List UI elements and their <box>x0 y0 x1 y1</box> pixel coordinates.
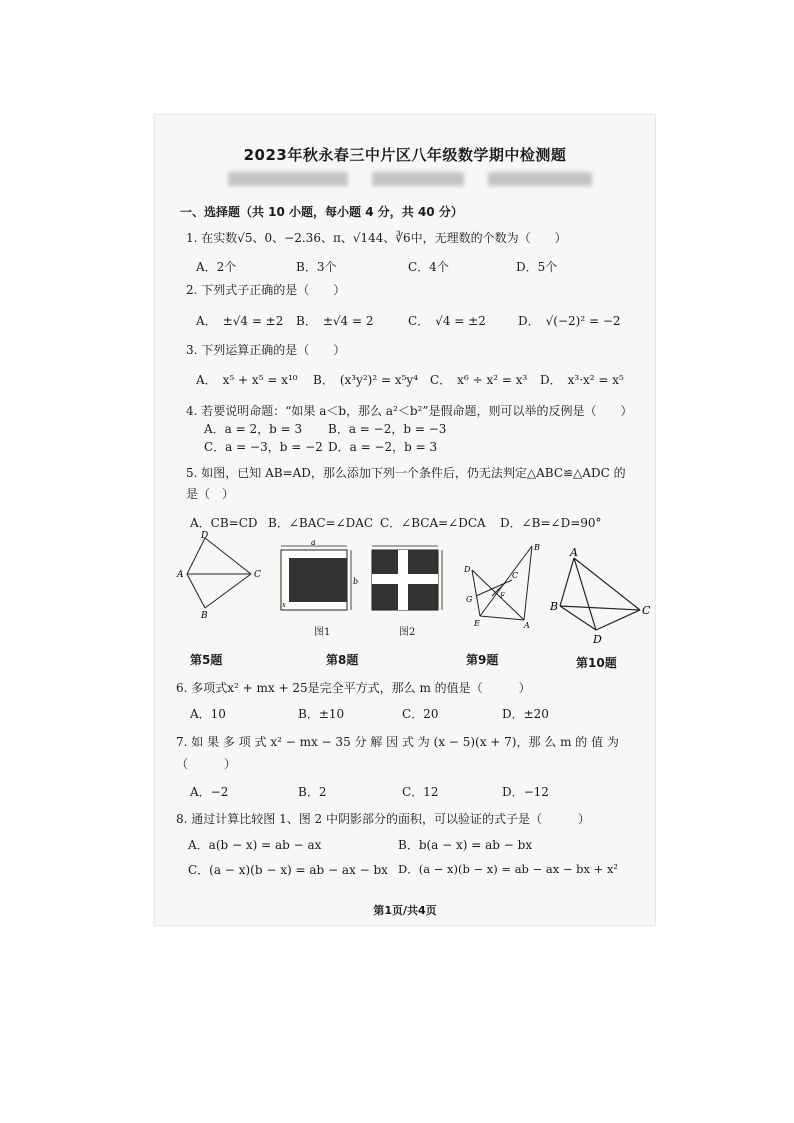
redacted-info <box>228 172 348 186</box>
q6-option-d: D．±20 <box>502 707 549 721</box>
q1-option-c: C．4个 <box>408 260 449 274</box>
q4-option-a: A．a = 2，b = 3 <box>204 422 303 436</box>
q2-option-d: D． √(−2)² = −2 <box>518 314 621 328</box>
question-8: 8. 通过计算比较图 1、图 2 中阴影部分的面积，可以验证的式子是（ ） <box>176 812 590 826</box>
fig5-label-c: C <box>254 570 261 580</box>
q7-option-b: B．2 <box>298 785 327 799</box>
fig5-label-b: B <box>201 611 208 621</box>
question-6: 6. 多项式x² + mx + 25是完全平方式，那么 m 的值是（ ） <box>176 681 531 695</box>
fig5-label-a: A <box>177 570 184 580</box>
question-5: 5. 如图，已知 AB=AD，那么添加下列一个条件后，仍无法判定△ABC≌△ADC 的 <box>186 466 626 480</box>
fig9-label-a: A <box>524 621 530 630</box>
q4-option-c: C．a = −3，b = −2 <box>204 440 323 454</box>
q5-option-b: B．∠BAC=∠DAC <box>268 516 374 530</box>
fig8-sub2: 图2 <box>399 627 416 638</box>
q8-option-c: C．(a − x)(b − x) = ab − ax − bx <box>188 863 388 877</box>
redacted-info <box>372 172 464 186</box>
q2-option-b: B． ±√4 = 2 <box>296 314 374 328</box>
figure-q5 <box>175 532 265 622</box>
q5-option-a: A．CB=CD <box>190 516 258 530</box>
question-5-cont: 是（ ） <box>186 487 235 501</box>
q8-option-b: B．b(a − x) = ab − bx <box>398 838 533 852</box>
question-3: 3. 下列运算正确的是（ ） <box>186 343 346 357</box>
fig5-label-d: D <box>201 531 209 541</box>
caption-q5: 第5题 <box>190 653 223 667</box>
fig9-label-d: D <box>464 565 471 574</box>
q4-option-b: B．a = −2，b = −3 <box>328 422 447 436</box>
caption-q10: 第10题 <box>576 656 617 670</box>
page-title: 2023年秋永春三中片区八年级数学期中检测题 <box>243 146 567 164</box>
caption-q8: 第8题 <box>326 653 359 667</box>
figure-q9 <box>462 540 544 630</box>
fig10-label-a: A <box>570 546 578 559</box>
question-7-cont: （ ） <box>176 757 237 771</box>
q8-option-a: A．a(b − x) = ab − ax <box>188 838 322 852</box>
q6-option-a: A．10 <box>190 707 226 721</box>
q1-option-d: D．5个 <box>516 260 558 274</box>
q5-option-c: C．∠BCA=∠DCA <box>380 516 486 530</box>
q3-option-d: D． x³·x² = x⁵ <box>540 373 624 387</box>
q3-option-a: A． x⁵ + x⁵ = x¹⁰ <box>196 373 298 387</box>
fig10-label-c: C <box>642 604 651 617</box>
question-1: 1. 在实数√5、0、−2.36、π、√144、∛6中，无理数的个数为（ ） <box>186 231 567 245</box>
q7-option-a: A．−2 <box>190 785 229 799</box>
question-7: 7. 如 果 多 项 式 x² − mx − 35 分 解 因 式 为 (x − 5)(x + 7)，那 么 m 的 值 为 <box>176 735 619 749</box>
question-2: 2. 下列式子正确的是（ ） <box>186 283 346 297</box>
figure-q8-2 <box>366 540 448 616</box>
q8-option-d: D．(a − x)(b − x) = ab − ax − bx + x² <box>398 862 619 876</box>
caption-q9: 第9题 <box>466 653 499 667</box>
fig8-sub1: 图1 <box>314 627 331 638</box>
q2-option-c: C． √4 = ±2 <box>408 314 486 328</box>
fig10-label-d: D <box>593 633 602 646</box>
fig10-label-b: B <box>550 600 559 613</box>
fig9-label-c: C <box>512 571 519 580</box>
q1-option-b: B．3个 <box>296 260 337 274</box>
q6-option-c: C．20 <box>402 707 439 721</box>
question-4: 4. 若要说明命题：“如果 a＜b，那么 a²＜b²”是假命题，则可以举的反例是（ ） <box>186 404 633 418</box>
fig9-label-e: E <box>474 619 480 628</box>
q1-option-a: A．2个 <box>196 260 237 274</box>
fig9-label-f: F <box>500 592 505 600</box>
q3-option-b: B． (x³y²)² = x⁵y⁴ <box>313 373 419 387</box>
fig8-label-x: x <box>282 601 286 609</box>
page-footer: 第1页/共4页 <box>373 904 437 917</box>
fig8-label-a: a <box>311 538 316 547</box>
q2-option-a: A． ±√4 = ±2 <box>196 314 284 328</box>
q6-option-b: B．±10 <box>298 707 345 721</box>
fig8-label-b: b <box>353 577 359 586</box>
redacted-info <box>488 172 592 186</box>
q7-option-c: C．12 <box>402 785 439 799</box>
q3-option-c: C． x⁶ ÷ x² = x³ <box>430 373 528 387</box>
figure-q10 <box>548 548 653 648</box>
section-heading: 一、选择题（共 10 小题，每小题 4 分，共 40 分） <box>180 205 463 219</box>
q4-option-d: D．a = −2，b = 3 <box>328 440 438 454</box>
fig9-label-g: G <box>466 595 473 604</box>
q7-option-d: D．−12 <box>502 785 549 799</box>
fig9-label-b: B <box>534 543 540 552</box>
q5-option-d: D．∠B=∠D=90° <box>500 516 602 530</box>
figure-q8-1 <box>275 540 357 616</box>
